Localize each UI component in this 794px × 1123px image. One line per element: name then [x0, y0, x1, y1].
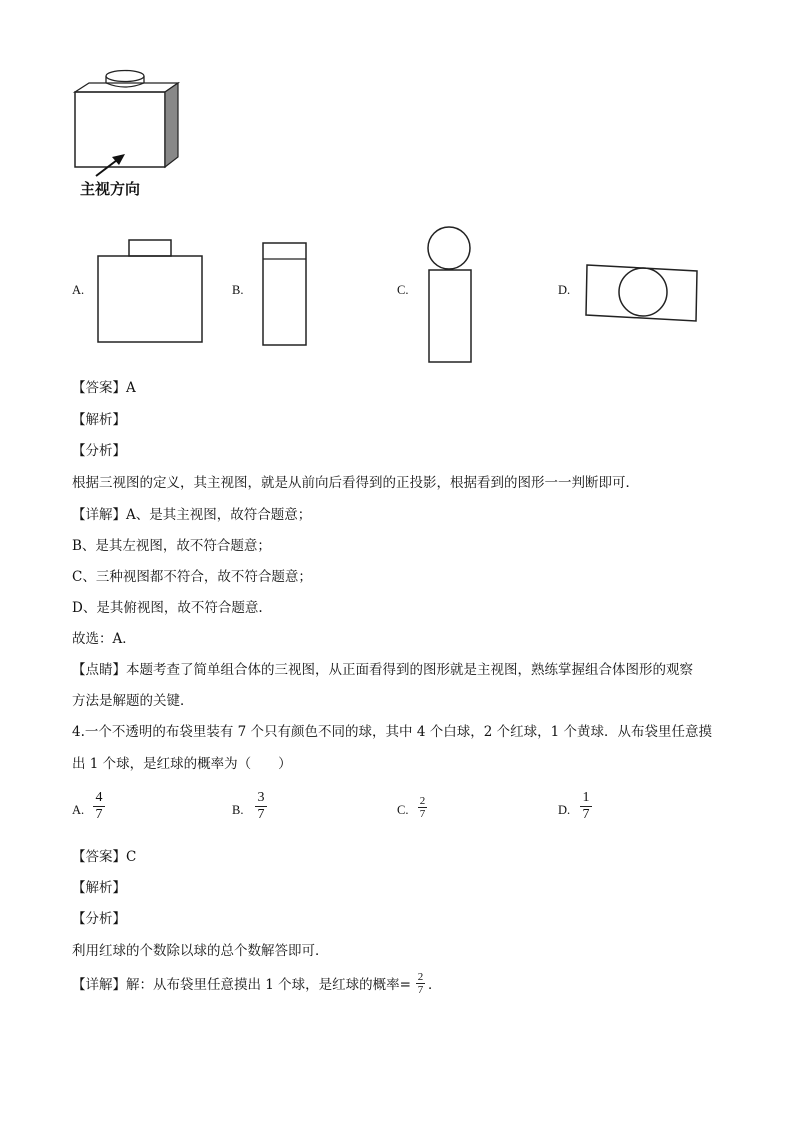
q4-detail-fraction: [416, 971, 425, 996]
q3-detail-line5: 故选：A．: [72, 631, 136, 647]
q4-option-b-fraction: [255, 790, 267, 823]
q4-option-c-label: C.: [397, 803, 409, 817]
q4-detail-denominator: 7: [417, 984, 424, 996]
q4-answer: [72, 847, 136, 867]
q4-detail-line: [72, 975, 411, 995]
q3-jiexi-label: 【解析】: [72, 412, 126, 428]
q3-comment-label: 【点睛】: [72, 662, 126, 678]
q4-detail-end: ．: [428, 977, 442, 993]
q4-option-c-denominator: 7: [419, 808, 426, 820]
q3-detail-line1: [72, 505, 311, 525]
q4-option-d-fraction: [580, 790, 592, 823]
q3-comment-line1: [72, 660, 693, 680]
q3-detail-line2: B、是其左视图，故不符合题意；: [72, 538, 271, 554]
q3-detail-line4: D、是其俯视图，故不符合题意.: [72, 600, 263, 616]
q3-detail-label: 【详解】: [72, 507, 126, 523]
q4-fenxi-text: 利用红球的个数除以球的总个数解答即可．: [72, 943, 329, 959]
q4-fenxi-label: 【分析】: [72, 911, 126, 927]
q4-option-d-label: D.: [558, 803, 571, 817]
q4-option-a-label: A.: [72, 803, 85, 817]
q4-option-d-denominator: 7: [582, 807, 590, 822]
q3-answer-label: 【答案】: [72, 380, 126, 396]
q4-question-line2: 出 1 个球，是红球的概率为（ ）: [72, 756, 292, 772]
q4-option-b-denominator: 7: [257, 807, 265, 822]
q4-option-a-numerator: 4: [95, 790, 103, 805]
q4-detail-label: 【详解】: [72, 977, 126, 993]
q3-option-a-label: A.: [72, 283, 85, 297]
q4-option-c-fraction: [418, 795, 427, 820]
q4-answer-label: 【答案】: [72, 849, 126, 865]
q3-fenxi-label: 【分析】: [72, 443, 126, 459]
q4-question-line1: 4.一个不透明的布袋里装有 7 个只有颜色不同的球，其中 4 个白球，2 个红球，1 个黄球．从布袋里任意摸: [72, 724, 712, 740]
figure-caption: 主视方向: [80, 180, 141, 198]
q3-option-d-label: D.: [558, 283, 571, 297]
q3-option-c-label: C.: [397, 283, 409, 297]
q4-option-d-numerator: 1: [582, 790, 590, 805]
q4-option-b-label: B.: [232, 803, 244, 817]
q3-comment-text1: 本题考查了简单组合体的三视图，从正面看得到的图形就是主视图，熟练掌握组合体图形的观察: [126, 662, 693, 678]
q4-jiexi-label: 【解析】: [72, 880, 126, 896]
q3-answer-value: A: [126, 380, 136, 396]
q3-fenxi-text: 根据三视图的定义，其主视图，就是从前向后看得到的正投影，根据看到的图形一一判断即可．: [72, 475, 639, 491]
q3-option-b-label: B.: [232, 283, 244, 297]
q4-option-a-denominator: 7: [95, 807, 103, 822]
q3-comment-line2: 方法是解题的关键．: [72, 693, 194, 709]
q3-answer: [72, 378, 136, 398]
q4-option-a-fraction: [93, 790, 105, 823]
q4-detail-numerator: 2: [417, 971, 424, 983]
q3-detail-text1: A、是其主视图，故符合题意；: [126, 507, 312, 523]
q3-detail-line3: C、三种视图都不符合，故不符合题意；: [72, 569, 312, 585]
q4-option-b-numerator: 3: [257, 790, 265, 805]
q4-detail-text: 解：从布袋里任意摸出 1 个球，是红球的概率=: [126, 977, 411, 993]
q4-answer-value: C: [126, 849, 137, 865]
q4-option-c-numerator: 2: [419, 795, 426, 807]
